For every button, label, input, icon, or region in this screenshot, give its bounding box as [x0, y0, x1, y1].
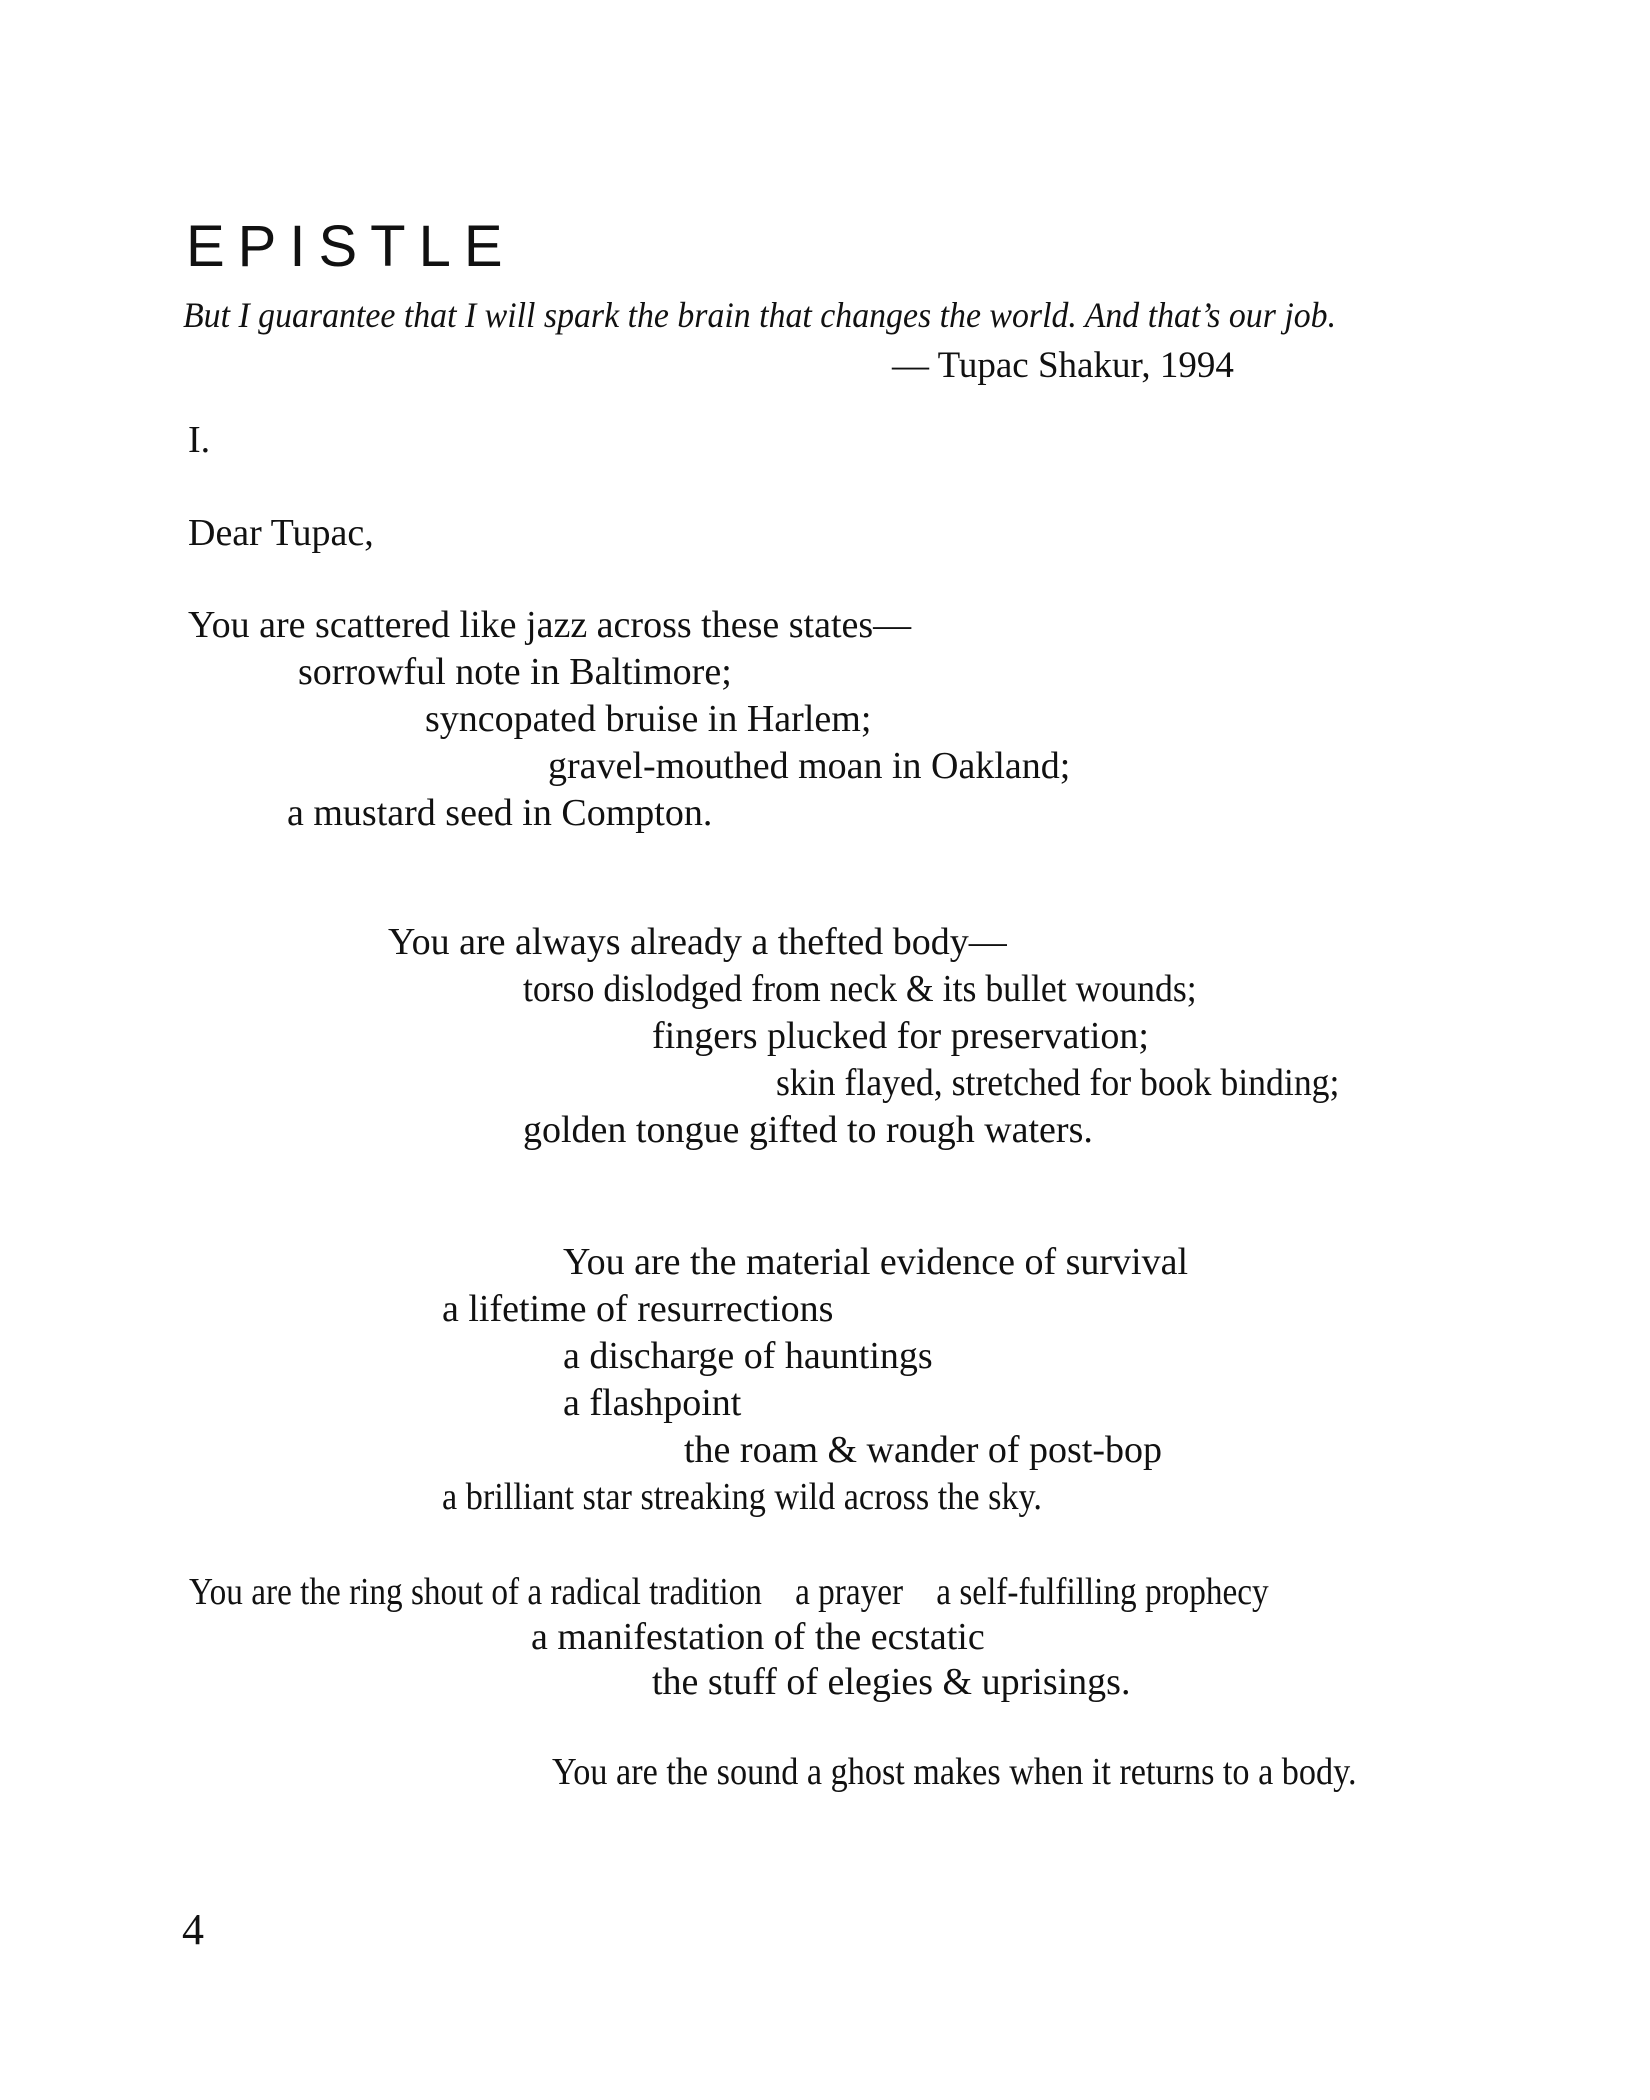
page-number: 4: [182, 1905, 204, 1954]
poem-line: sorrowful note in Baltimore;: [298, 651, 732, 693]
poem-line: torso dislodged from neck & its bullet wounds;: [523, 968, 1197, 1010]
section-numeral: I.: [188, 419, 211, 461]
epigraph-text: But I guarantee that I will spark the brain that changes the world. And that’s our job.: [183, 295, 1337, 335]
poem-line: You are the material evidence of survival: [563, 1241, 1189, 1283]
poem-line: skin flayed, stretched for book binding;: [776, 1062, 1340, 1104]
poem-line: the roam & wander of post-bop: [684, 1429, 1163, 1471]
poem-line: You are always already a thefted body—: [388, 921, 1007, 963]
salutation-line: Dear Tupac,: [188, 512, 374, 554]
poem-title: EPISTLE: [186, 214, 516, 279]
poem-line: a mustard seed in Compton.: [287, 792, 713, 834]
poem-line: You are the ring shout of a radical tradition a prayer a self-fulfilling prophecy: [189, 1571, 1269, 1613]
poem-line: You are scattered like jazz across these states—: [188, 604, 912, 646]
poem-line: a manifestation of the ecstatic: [531, 1616, 985, 1658]
poem-line: a flashpoint: [563, 1382, 742, 1424]
poem-line: a discharge of hauntings: [563, 1335, 933, 1377]
poem-line: You are the sound a ghost makes when it returns to a body.: [552, 1751, 1357, 1793]
poem-line: syncopated bruise in Harlem;: [425, 698, 872, 740]
poem-line: golden tongue gifted to rough waters.: [523, 1109, 1093, 1151]
poem-line: fingers plucked for preservation;: [652, 1015, 1149, 1057]
poem-line: a brilliant star streaking wild across the sky.: [442, 1476, 1042, 1518]
poem-line: the stuff of elegies & uprisings.: [652, 1661, 1131, 1703]
poem-line: a lifetime of resurrections: [442, 1288, 834, 1330]
epigraph-attribution: — Tupac Shakur, 1994: [892, 345, 1234, 386]
poem-line: gravel-mouthed moan in Oakland;: [548, 745, 1071, 787]
